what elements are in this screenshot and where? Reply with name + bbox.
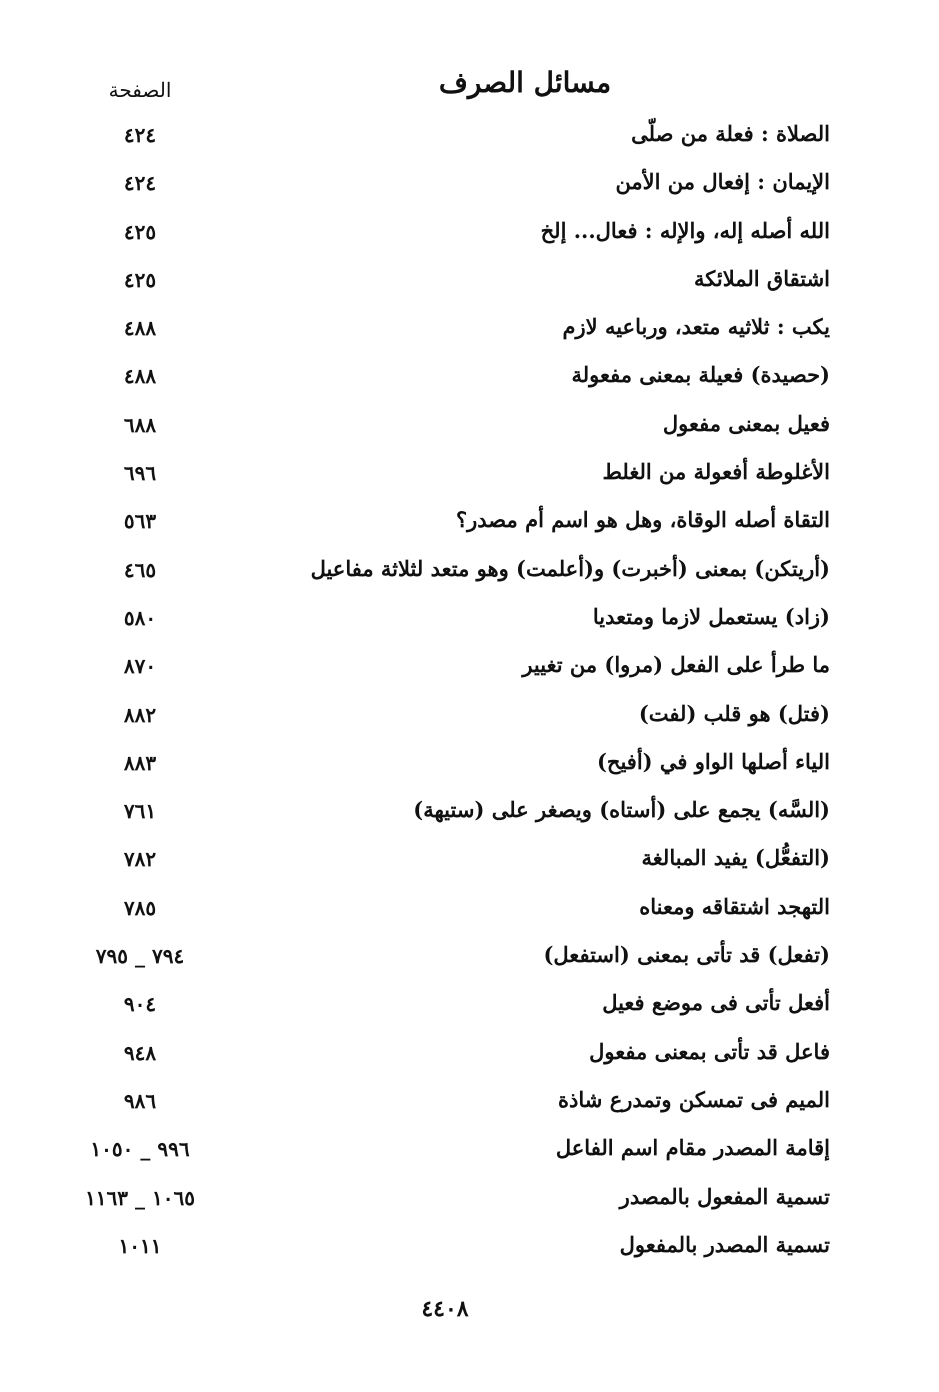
page-title: مسائل الصرف (438, 66, 612, 99)
index-entry (60, 501, 830, 549)
index-list (60, 115, 830, 1274)
entry-page-number: ٩٩٦ _ ١٠٥٠ (90, 1137, 190, 1162)
entry-page-number: ٧٨٢ (123, 847, 157, 872)
index-entry (60, 888, 830, 936)
entry-page-number: ٩٠٤ (123, 992, 157, 1017)
entry-page-number: ١٠٦٥ _ ١١٦٣ (85, 1185, 195, 1210)
entry-topic: أفعل تأتى فى موضع فعيل (602, 990, 830, 1016)
entry-page-number: ٧٨٥ (123, 895, 157, 920)
index-entry (60, 936, 830, 984)
page-column-header: الصفحة (108, 78, 172, 102)
index-entry (60, 646, 830, 694)
index-entry (60, 115, 830, 163)
entry-topic: الصلاة : فعلة من صلّى (631, 121, 830, 146)
entry-page-number: ٩٨٦ (123, 1088, 157, 1113)
index-entry (60, 212, 830, 260)
entry-page-number: ٤٦٥ (123, 557, 157, 582)
index-entry (60, 163, 830, 211)
index-entry (60, 1129, 830, 1177)
entry-page-number: ٤٢٤ (123, 123, 157, 147)
entry-topic: التهجد اشتقاقه ومعناه (639, 893, 830, 919)
entry-page-number: ٨٨٣ (123, 750, 157, 775)
entry-page-number: ٥٨٠ (123, 605, 157, 630)
index-entry (60, 1178, 830, 1226)
index-entry (60, 791, 830, 839)
entry-page-number: ٤٨٨ (123, 316, 157, 341)
index-entry (60, 984, 830, 1032)
index-entry (60, 550, 830, 598)
entry-page-number: ٦٨٨ (123, 412, 157, 437)
entry-topic: التقاة أصله الوقاة، وهل هو اسم أم مصدر؟ (455, 507, 830, 533)
index-entry (60, 308, 830, 356)
index-entry (60, 356, 830, 404)
entry-topic: الله أصله إله، والإله : فعال... إلخ (540, 217, 830, 243)
index-entry (60, 1226, 830, 1274)
entry-topic: الأغلوطة أفعولة من الغلط (602, 459, 830, 485)
entry-page-number: ٥٦٣ (123, 509, 157, 534)
entry-page-number: ٤٢٤ (123, 171, 157, 196)
entry-page-number: ٦٩٦ (123, 461, 157, 486)
entry-topic: ما طرأ على الفعل (مروا) من تغيير (522, 652, 830, 678)
entry-page-number: ١٠١١ (118, 1233, 162, 1258)
entry-page-number: ٧٦١ (123, 799, 157, 824)
entry-page-number: ٨٨٢ (123, 702, 157, 727)
entry-topic: (التفعُّل) يفيد المبالغة (641, 845, 830, 871)
entry-topic: الياء أصلها الواو في (أفيح) (596, 748, 830, 774)
entry-topic: (السَّه) يجمع على (أستاه) ويصغر على (ستيهة) (413, 797, 830, 823)
entry-page-number: ٩٤٨ (123, 1040, 157, 1065)
entry-topic: الإيمان : إفعال من الأمن (615, 169, 830, 195)
page-number: ٤٤٠٨ (421, 1296, 469, 1322)
entry-topic: تسمية المفعول بالمصدر (619, 1183, 830, 1209)
entry-page-number: ٨٧٠ (123, 654, 157, 679)
entry-page-number: ٤٨٨ (123, 364, 157, 389)
entry-page-number: ٤٢٥ (123, 267, 157, 292)
index-entry (60, 598, 830, 646)
entry-topic: فعيل بمعنى مفعول (662, 410, 830, 436)
index-entry (60, 1033, 830, 1081)
entry-topic: إقامة المصدر مقام اسم الفاعل (555, 1135, 830, 1161)
index-entry (60, 743, 830, 791)
entry-topic: (فتل) هو قلب (لفت) (638, 700, 830, 726)
entry-topic: (حصيدة) فعيلة بمعنى مفعولة (571, 362, 830, 388)
entry-topic: اشتقاق الملائكة (694, 265, 830, 291)
entry-topic: فاعل قد تأتى بمعنى مفعول (589, 1038, 830, 1064)
entry-topic: (أريتكن) بمعنى (أخبرت) و(أعلمت) وهو متعد لثلاثة مفاعيل (310, 555, 830, 581)
index-entry (60, 695, 830, 743)
entry-topic: (زاد) يستعمل لازما ومتعديا (592, 603, 830, 629)
entry-topic: يكب : ثلاثيه متعد، ورباعيه لازم (562, 314, 830, 340)
entry-page-number: ٧٩٤ _ ٧٩٥ (95, 944, 185, 969)
entry-topic: تسمية المصدر بالمفعول (619, 1231, 830, 1257)
index-entry (60, 1081, 830, 1129)
entry-page-number: ٤٢٥ (123, 219, 157, 244)
index-entry (60, 839, 830, 887)
index-entry (60, 405, 830, 453)
index-entry (60, 453, 830, 501)
entry-topic: الميم فى تمسكن وتمدرع شاذة (558, 1086, 830, 1112)
entry-topic: (تفعل) قد تأتى بمعنى (استفعل) (543, 942, 830, 968)
index-entry (60, 260, 830, 308)
